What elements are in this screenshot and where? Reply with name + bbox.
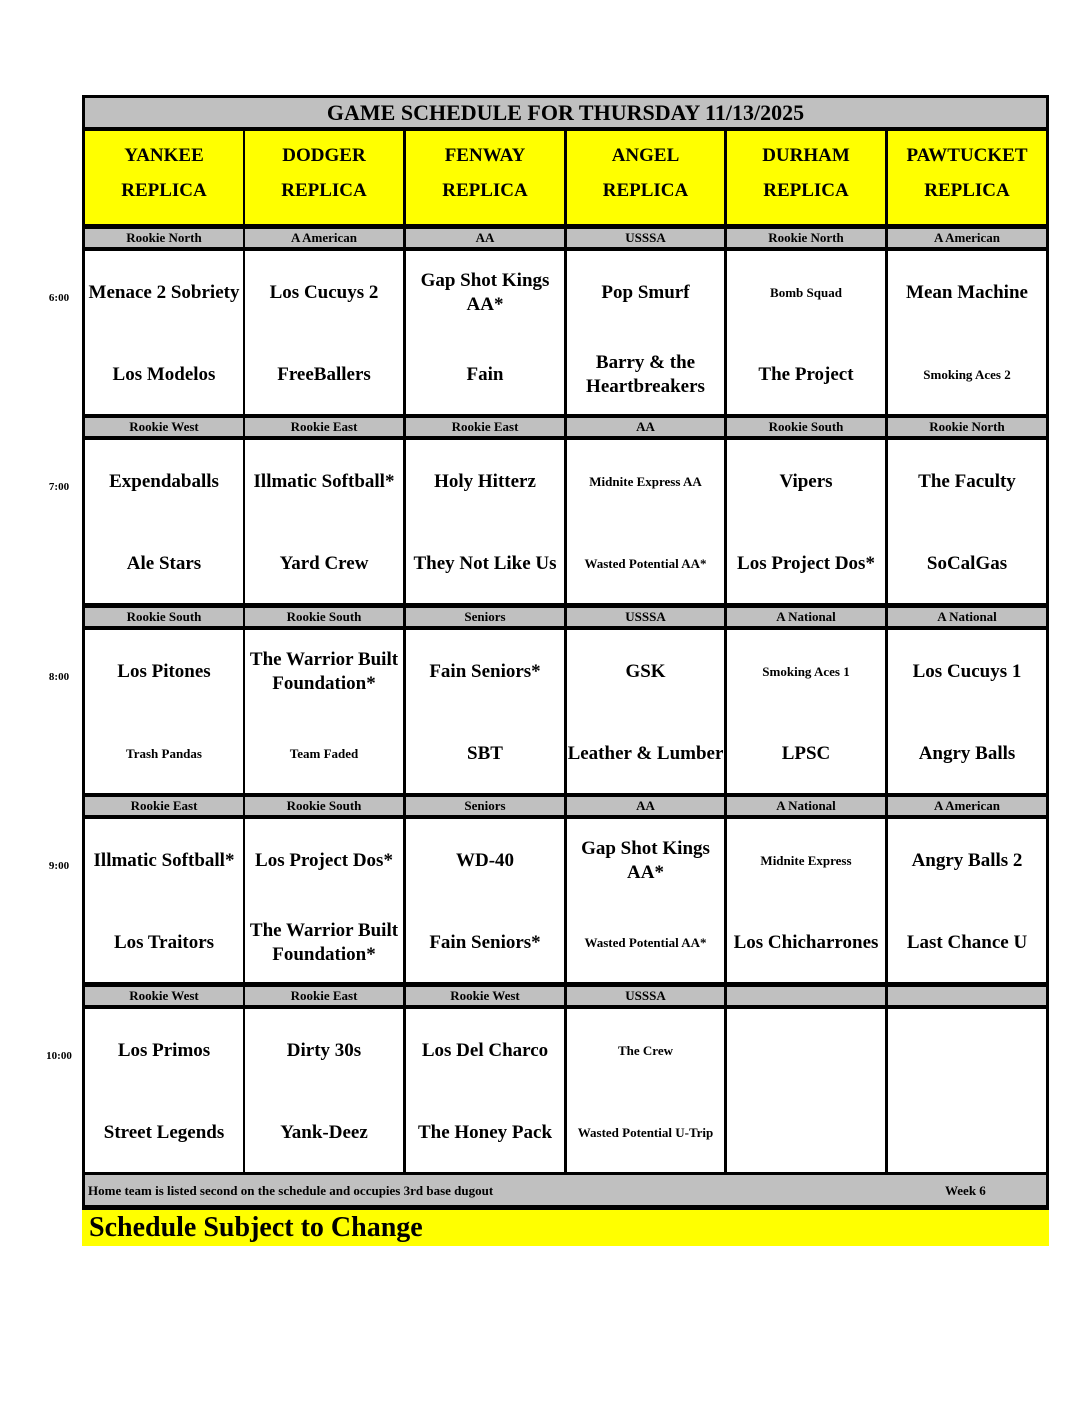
time-label: 8:00 [48,671,70,683]
division-label: Seniors [406,608,564,626]
game-cell [85,819,243,982]
home-team [888,1105,1046,1161]
field-name: ANGEL [611,145,680,166]
away-team [727,1023,885,1079]
home-team: Leather & Lumber [567,743,724,764]
away-team: Bomb Squad [770,285,842,300]
away-team: Dirty 30s [286,1040,362,1061]
field-header [245,131,403,224]
home-team: The Project [758,364,854,385]
schedule-footer [85,1175,1046,1205]
home-team: Smoking Aces 2 [923,367,1011,382]
away-team: Illmatic Softball* [93,850,235,871]
away-team: Gap Shot Kings AA* [581,838,710,883]
game-cell [567,630,724,793]
division-label: AA [406,229,564,247]
away-team: Los Cucuys 1 [912,661,1022,682]
away-team: Mean Machine [906,282,1028,303]
field-subtitle: REPLICA [763,180,849,201]
away-team: The Faculty [918,471,1016,492]
game-cell [85,440,243,603]
division-label: A National [888,608,1046,626]
away-team: Los Cucuys 2 [269,282,379,303]
field-header [888,131,1046,224]
home-team: SBT [467,743,503,764]
home-team: SoCalGas [926,553,1008,574]
home-team: Los Project Dos* [737,553,875,574]
division-label: Rookie West [406,987,564,1005]
away-team: Gap Shot Kings AA* [420,270,550,315]
away-team [888,1023,1046,1079]
away-team: Midnite Express [760,853,852,868]
home-team: FreeBallers [277,364,371,385]
game-cell [245,819,403,982]
game-cell [888,440,1046,603]
division-label: Rookie South [727,418,885,436]
field-subtitle: REPLICA [602,180,689,201]
home-team: The Honey Pack [417,1122,553,1143]
away-team: Los Del Charco [421,1040,549,1061]
home-team: Yard Crew [279,553,369,574]
field-subtitle: REPLICA [924,180,1010,201]
game-cell [727,630,885,793]
home-team: Trash Pandas [126,746,202,761]
division-label: Rookie North [888,418,1046,436]
game-cell [888,251,1046,414]
division-label: Rookie North [727,229,885,247]
game-cell [888,1009,1046,1172]
away-team: Los Project Dos* [255,850,393,871]
field-name: DODGER [282,145,366,166]
division-label: Seniors [406,797,564,815]
field-header [85,131,243,224]
game-cell [727,440,885,603]
game-cell [567,251,724,414]
division-label: USSSA [567,229,724,247]
division-label: Rookie South [245,797,403,815]
game-cell [888,819,1046,982]
division-label [888,987,1046,1005]
division-label: USSSA [567,987,724,1005]
away-team: Holy Hitterz [434,471,536,492]
home-team: Fain Seniors* [429,932,541,953]
schedule-table [82,95,1049,1210]
game-cell [567,819,724,982]
away-team: Fain Seniors* [429,661,541,682]
field-subtitle: REPLICA [442,180,528,201]
division-label: A American [888,229,1046,247]
game-cell [888,630,1046,793]
home-team: The Warrior Built Foundation* [249,920,399,965]
game-cell [245,440,403,603]
division-label: A American [245,229,403,247]
week-label: Week 6 [945,1183,986,1198]
away-team: Illmatic Softball* [253,471,395,492]
schedule-title: GAME SCHEDULE FOR THURSDAY 11/13/2025 [85,98,1046,127]
game-cell [245,251,403,414]
division-label: Rookie North [85,229,243,247]
field-header [567,131,724,224]
home-team: Last Chance U [906,932,1028,953]
division-label: Rookie East [245,987,403,1005]
home-team [727,1105,885,1161]
away-team: WD-40 [455,850,515,871]
game-cell [406,630,564,793]
home-team-note: Home team is listed second on the schedule and occupies 3rd base dugout [88,1183,494,1198]
time-label: 7:00 [48,481,70,493]
home-team: Angry Balls [918,743,1016,764]
home-team: Yank-Deez [280,1122,368,1143]
away-team: Expendaballs [109,471,219,492]
home-team: They Not Like Us [413,553,557,574]
division-label: Rookie East [85,797,243,815]
game-cell [727,819,885,982]
division-label: Rookie West [85,987,243,1005]
field-subtitle: REPLICA [281,180,367,201]
division-label: A National [727,797,885,815]
game-cell [85,251,243,414]
division-label: AA [567,797,724,815]
division-label: Rookie West [85,418,243,436]
home-team: Wasted Potential U-Trip [577,1125,714,1140]
away-team: Los Pitones [117,661,211,682]
home-team: Ale Stars [126,553,202,574]
field-header [406,131,564,224]
field-name: FENWAY [444,145,526,166]
time-label: 10:00 [46,1050,72,1062]
home-team: Wasted Potential AA* [584,935,707,950]
schedule-disclaimer: Schedule Subject to Change [82,1210,1049,1246]
away-team: Los Primos [117,1040,211,1061]
away-team: Midnite Express AA [589,474,702,489]
time-label: 6:00 [48,292,70,304]
away-team: Pop Smurf [601,282,690,303]
away-team: Vipers [779,471,833,492]
home-team: Street Legends [103,1122,225,1143]
field-header [727,131,885,224]
division-label: Rookie East [245,418,403,436]
home-team: Team Faded [289,746,359,761]
field-name: PAWTUCKET [906,145,1028,166]
game-cell [727,1009,885,1172]
game-cell [406,819,564,982]
home-team: Fain [466,364,504,385]
division-label: A American [888,797,1046,815]
away-team: Angry Balls 2 [911,850,1023,871]
game-cell [245,630,403,793]
away-team: GSK [625,661,666,682]
game-cell [406,1009,564,1172]
home-team: Los Traitors [113,932,215,953]
time-label: 9:00 [48,860,70,872]
game-cell [85,1009,243,1172]
away-team: Smoking Aces 1 [762,664,850,679]
division-label: USSSA [567,608,724,626]
division-label [727,987,885,1005]
home-team: LPSC [781,743,831,764]
division-label: Rookie South [85,608,243,626]
game-cell [727,251,885,414]
game-cell [406,251,564,414]
division-label: Rookie East [406,418,564,436]
division-label: Rookie South [245,608,403,626]
home-team: Barry & the Heartbreakers [586,352,705,397]
away-team: The Warrior Built Foundation* [249,649,399,694]
division-label: A National [727,608,885,626]
game-cell [567,1009,724,1172]
field-name: YANKEE [124,145,204,166]
game-cell [245,1009,403,1172]
away-team: Menace 2 Sobriety [88,282,240,303]
home-team: Los Chicharrones [733,932,879,953]
away-team: The Crew [617,1043,673,1058]
home-team: Los Modelos [112,364,216,385]
field-subtitle: REPLICA [121,180,207,201]
game-cell [567,440,724,603]
home-team: Wasted Potential AA* [584,556,707,571]
division-label: AA [567,418,724,436]
game-cell [406,440,564,603]
game-cell [85,630,243,793]
field-name: DURHAM [762,145,850,166]
